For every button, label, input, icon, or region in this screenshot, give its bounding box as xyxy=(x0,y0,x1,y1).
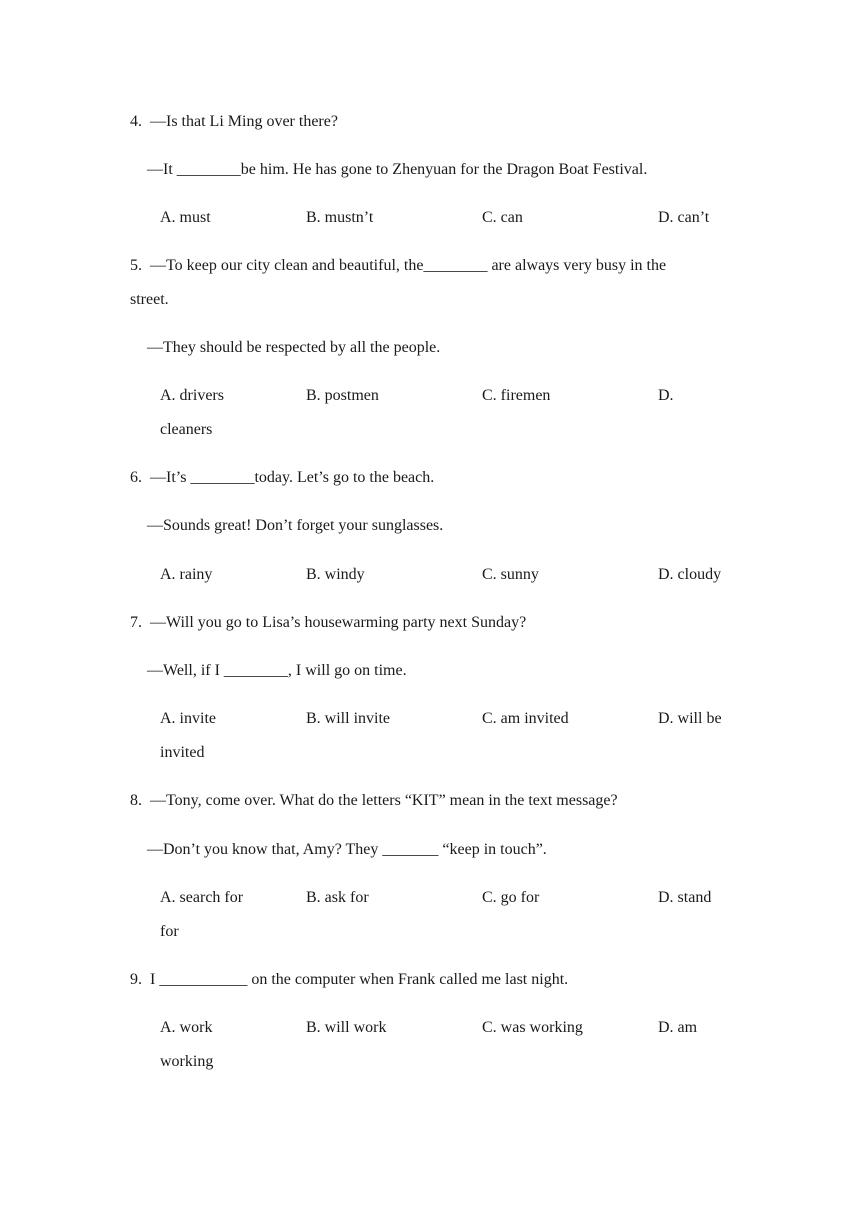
question-number: 8. xyxy=(130,792,142,809)
question-9-option-c: C. was working xyxy=(482,1019,583,1036)
question-7-option-b: B. will invite xyxy=(306,710,390,727)
question-9-option-b: B. will work xyxy=(306,1019,387,1036)
question-8-reply: —Don’t you know that, Amy? They _______ “keep in touch”. xyxy=(147,841,547,858)
question-7-option-d-continuation: invited xyxy=(160,744,205,761)
question-8-stem xyxy=(130,791,618,811)
question-5-option-b: B. postmen xyxy=(306,387,379,404)
question-5-option-d-continuation: cleaners xyxy=(160,421,213,438)
question-8-option-c: C. go for xyxy=(482,889,540,906)
question-4-option-a: A. must xyxy=(160,209,211,226)
question-7-reply: —Well, if I ________, I will go on time. xyxy=(147,662,407,679)
question-5-reply: —They should be respected by all the people. xyxy=(147,339,441,356)
question-5-option-c: C. firemen xyxy=(482,387,551,404)
question-4-stem xyxy=(130,112,338,132)
question-number: 5. xyxy=(130,257,142,274)
question-6-reply: —Sounds great! Don’t forget your sunglasses. xyxy=(147,517,444,534)
question-4-option-d: D. can’t xyxy=(658,209,710,226)
question-9-stem xyxy=(130,970,568,990)
question-8-option-a: A. search for xyxy=(160,889,244,906)
question-6-option-d: D. cloudy xyxy=(658,566,722,583)
question-7-option-d: D. will be xyxy=(658,710,722,727)
question-8-option-d: D. stand xyxy=(658,889,712,906)
question-4-option-b: B. mustn’t xyxy=(306,209,374,226)
question-9-option-d-continuation: working xyxy=(160,1053,214,1070)
question-5-stem xyxy=(130,256,666,276)
question-8-option-d-continuation: for xyxy=(160,923,179,940)
question-8-option-b: B. ask for xyxy=(306,889,369,906)
question-6-option-a: A. rainy xyxy=(160,566,213,583)
question-7-option-c: C. am invited xyxy=(482,710,569,727)
question-text: —To keep our city clean and beautiful, the________ are always very busy in the xyxy=(150,257,667,274)
question-6-option-c: C. sunny xyxy=(482,566,539,583)
question-number: 4. xyxy=(130,113,142,130)
question-7-option-a: A. invite xyxy=(160,710,216,727)
question-text: —Is that Li Ming over there? xyxy=(150,113,338,130)
question-4-reply: —It ________be him. He has gone to Zhenyuan for the Dragon Boat Festival. xyxy=(147,161,648,178)
question-5-option-d: D. xyxy=(658,387,674,404)
question-6-option-b: B. windy xyxy=(306,566,365,583)
question-6-stem xyxy=(130,468,434,488)
question-4-option-c: C. can xyxy=(482,209,523,226)
question-number: 6. xyxy=(130,469,142,486)
question-9-option-d: D. am xyxy=(658,1019,698,1036)
question-text: I ___________ on the computer when Frank called me last night. xyxy=(150,971,569,988)
question-number: 7. xyxy=(130,614,142,631)
question-5-stem-continuation: street. xyxy=(130,291,169,308)
question-5-option-a: A. drivers xyxy=(160,387,224,404)
question-9-option-a: A. work xyxy=(160,1019,213,1036)
question-text: —Will you go to Lisa’s housewarming party next Sunday? xyxy=(150,614,527,631)
question-number: 9. xyxy=(130,971,142,988)
question-7-stem xyxy=(130,613,526,633)
question-text: —Tony, come over. What do the letters “KIT” mean in the text message? xyxy=(150,792,618,809)
question-text: —It’s ________today. Let’s go to the beach. xyxy=(150,469,435,486)
